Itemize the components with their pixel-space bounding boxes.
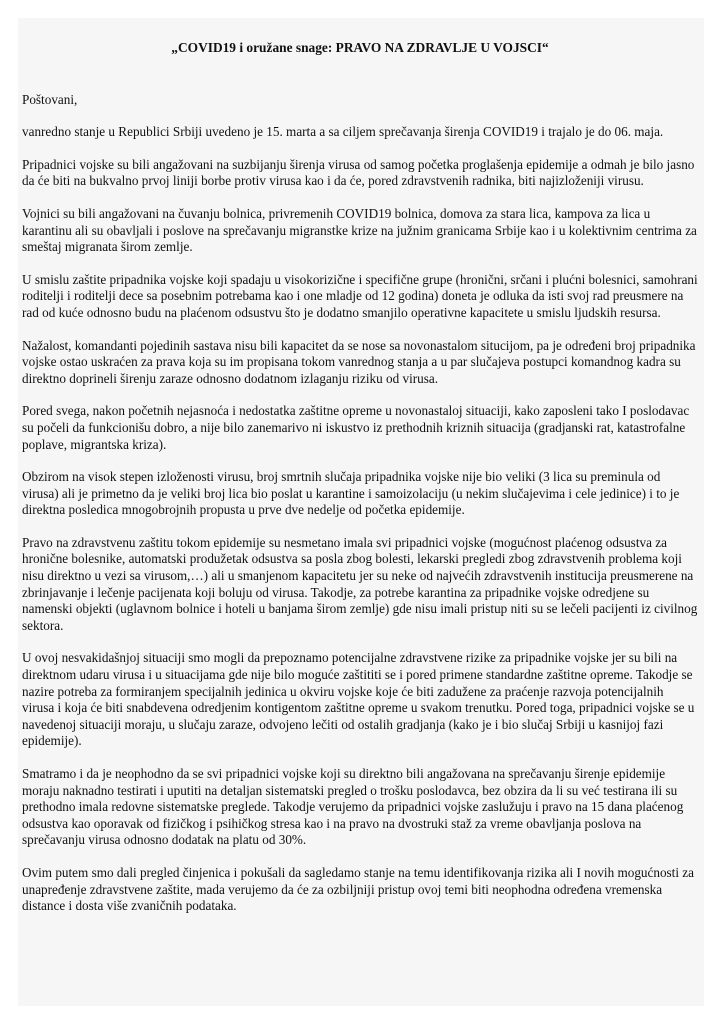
paragraph: U smislu zaštite pripadnika vojske koji spadaju u visokorizične i specifične grupe (hronični, srčani i plućni bolesnici, samohrani roditelji i roditelji dece sa posebnim potrebama kao i one mladje od 12 godina) doneta je odluka da isti svoj rad preusmere na rad od kuće odnosno budu na plaćenom odsustvu što je dodatno smanjilo operativne kapacitete u smislu ljudskih resursa. <box>22 271 698 320</box>
paragraph: Obzirom na visok stepen izloženosti virusu, broj smrtnih slučaja pripadnika vojske nije bio veliki (3 lica su preminula od virusa) ali je primetno da je veliki broj lica bio poslat u karantine i samoizolaciju (u nekim slučajevima i cele jedinice) i to je direktna posledica mnogobrojnih propusta u prve dve nedelje od početka epidemije. <box>22 469 680 518</box>
paragraph: Vojnici su bili angažovani na čuvanju bolnica, privremenih COVID19 bolnica, domova za stara lica, kampova za lica u karantinu ali su obavljali i poslove na sprečavanju migranstke krize na južnim granicama Srbije kao i u kolektivnim centrima za smeštaj migranata širom zemlje. <box>22 205 697 255</box>
paragraph: Nažalost, komandanti pojedinih sastava nisu bili kapacitet da se nose sa novonastalom situcijom, pa je određeni broj pripadnika vojske ostao uskraćen za prava koja su im propisana tokom vanrednog stanja a u par slučajeva postupci komandnog kadra su direktno doprineli širenju zaraze odnosno dodatnom izlaganju riziku od virusa. <box>22 337 696 386</box>
greeting: Poštovani, <box>22 91 78 107</box>
paragraph: Ovim putem smo dali pregled činjenica i pokušali da sagledamo stanje na temu identifikovanja rizika ali I novih mogućnosti za unapređenje zdravstvene zaštite, mada verujemo da će za ozbiljniji pristup ovoj temi biti neophodna određena vremenska distance i dosta više zvaničnih podataka. <box>22 864 695 914</box>
paragraph: U ovoj nesvakidašnjoj situaciji smo mogli da prepoznamo potencijalne zdravstvene rizike za pripadnike vojske jer su bili na direktnom udaru virusa i u situacijama gde nije bilo moguće zaštititi se i pored primene standardne zaštitne opreme. Takodje se nazire potreba za formiranjem specijalnih jedinica u okviru vojske koje će biti zadužene za praćenje razvoja potencijalnih virusa i koja će biti snabdevena odredjenim kontigentom zaštitne opreme u svakom trenutku. Pored toga, pripadnici vojske se u navedenoj situaciji moraju, u slučaju zaraze, odvojeno lečiti od ostalih gradjanja (kako je i bio slučaj Srbiji u kasnijoj fazi epidemije). <box>22 650 695 749</box>
document-body <box>22 124 698 915</box>
paragraph: vanredno stanje u Republici Srbiji uvedeno je 15. marta a sa ciljem sprečavanja širenja COVID19 i trajalo je do 06. maja. <box>22 124 664 140</box>
paragraph: Pripadnici vojske su bili angažovani na suzbijanju širenja virusa od samog početka proglašenja epidemije a odmah je bilo jasno da će biti na bukvalno prvoj liniji borbe protiv virusa kao i da će, pored zdravstvenih radnika, biti najizloženiji virusu. <box>22 156 695 189</box>
document-title: „COVID19 i oružane snage: PRAVO NA ZDRAVLJE U VOJSCI“ <box>171 40 549 55</box>
paragraph: Pored svega, nakon početnih nejasnoća i nedostatka zaštitne opreme u novonastaloj situaciji, kako zaposleni tako I poslodavac su počeli da funkcionišu dobro, a nije bilo zanemarivo ni iskustvo iz prethodnih kriznih situacija (gradjanski rat, katastrofalne poplave, migrantska kriza). <box>22 403 690 452</box>
document-page <box>18 18 704 1006</box>
paragraph: Smatramo i da je neophodno da se svi pripadnici vojske koji su direktno bili angažovana na sprečavanju širenje epidemije moraju naknadno testirati i uputiti na detaljan sistematski pregled o trošku poslodavca, bez obzira da li su već testirana ili su prethodno imala redovne sistematske preglede. Takodje verujemo da pripadnici vojske zaslužuju i pravo na 15 dana plaćenog odsustva kao oporavak od fizičkog i psihičkog stresa kao i na pravo na dvostruki staž za vreme obavljanja poslova na sprečavanju virusa odnosno dodatak na platu od 30%. <box>22 766 684 848</box>
paragraph: Pravo na zdravstvenu zaštitu tokom epidemije su nesmetano imala svi pripadnici vojske (mogućnost plaćenog odsustva za hronične bolesnike, automatski produžetak odsustva sa posla zbog bolesti, lekarski pregledi zbog zdravstvenih problema koji nisu direktno u vezi sa virusom,…) ali u smanjenom kapacitetu jer su neke od najvećih zdravstvenih institucija preusmerene na zbrinjavanje i lečenje pacijenata koji boluju od virusa. Takodje, za potrebe karantina za pripadnike vojske odredjene su namenski objekti (uglavnom bolnice i hoteli u banjama širom zemlje) gde nisu imali pristup niti su se lečeli pacijenti iz civilnog sektora. <box>22 534 698 633</box>
